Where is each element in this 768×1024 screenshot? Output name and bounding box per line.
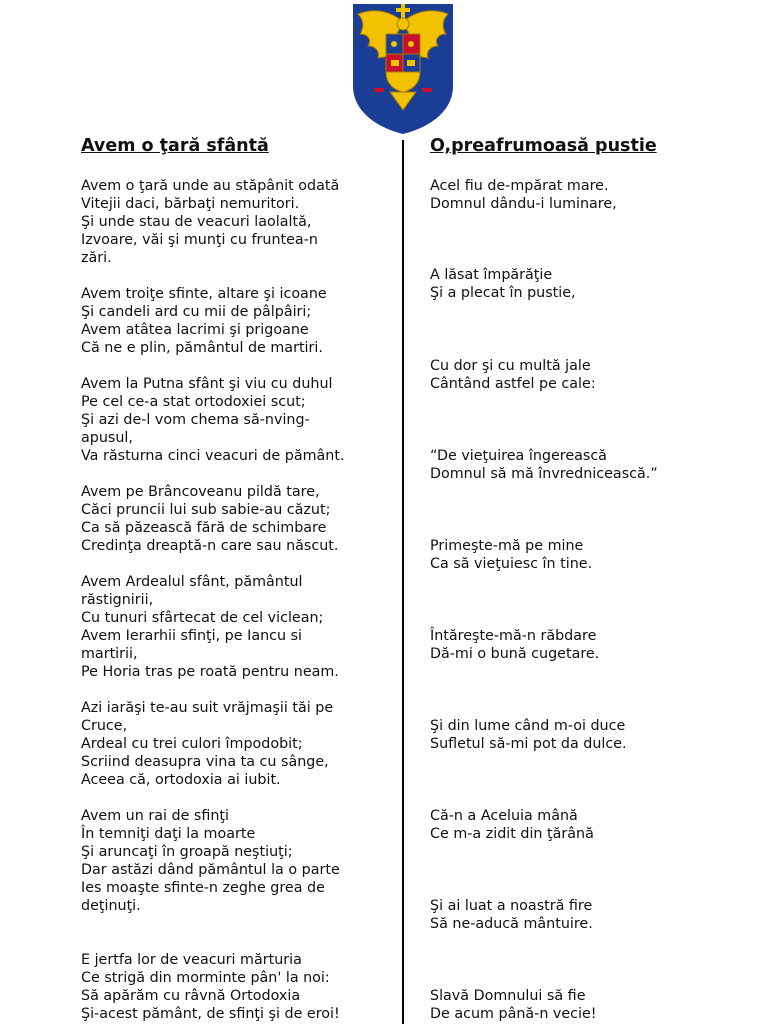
left-stanza (81, 375, 344, 465)
poem-line: Să apărăm cu râvnă Ortodoxia (81, 988, 301, 1004)
poem-line: A lăsat împărăţie (430, 267, 553, 283)
poem-line: Ca să păzească fără de schimbare (81, 520, 327, 536)
poem-line: martirii, (81, 646, 138, 662)
poem-line: Avem la Putna sfânt şi viu cu duhul (81, 376, 333, 392)
left-stanza (81, 573, 339, 681)
poem-line: Cu tunuri sfârtecat de cel viclean; (81, 610, 324, 626)
poem-line: Avem Ardealul sfânt, pământul (81, 574, 303, 590)
coat-of-arms-of-romania-icon (350, 0, 456, 134)
left-stanza (81, 699, 333, 789)
poem-line: Va răsturna cinci veacuri de pământ. (81, 448, 345, 464)
poem-line: E jertfa lor de veacuri mărturia (81, 952, 302, 968)
right-stanza (430, 537, 592, 573)
poem-line: Avem pe Brâncoveanu pildă tare, (81, 484, 320, 500)
poem-line: Şi azi de-l vom chema să-nving- (81, 412, 310, 428)
poem-line: Şi din lume când m-oi duce (430, 718, 626, 734)
poem-line: Cântând astfel pe cale: (430, 376, 596, 392)
poem-line: Dă-mi o bună cugetare. (430, 646, 600, 662)
left-stanza (81, 951, 340, 1023)
poem-line: Cruce, (81, 718, 128, 734)
right-poem (430, 132, 730, 1022)
poem-line: Ies moaşte sfinte-n zeghe grea de (81, 880, 325, 896)
poem-line: Şi candeli ard cu mii de pâlpâiri; (81, 304, 312, 320)
poem-line: Pe Horia tras pe roată pentru neam. (81, 664, 339, 680)
left-stanza (81, 285, 327, 357)
right-poem-title: O,preafrumoasă pustie (430, 136, 657, 156)
poem-line: Avem o ţară unde au stăpânit odată (81, 178, 340, 194)
poem-line: Pe cel ce-a stat ortodoxiei scut; (81, 394, 306, 410)
right-stanza (430, 987, 597, 1023)
poem-line: Domnul dându-i luminare, (430, 196, 617, 212)
poem-line: Şi aruncaţi în groapă neştiuţi; (81, 844, 293, 860)
poem-line: apusul, (81, 430, 133, 446)
left-poem (81, 132, 391, 1022)
poem-line: Sufletul să-mi pot da dulce. (430, 736, 627, 752)
poem-line: Azi iarăşi te-au suit vrăjmaşii tăi pe (81, 700, 334, 716)
left-poem-title: Avem o ţară sfântă (81, 136, 269, 156)
right-stanza (430, 627, 599, 663)
poem-line: În temniţi daţi la moarte (81, 826, 256, 842)
right-stanza (430, 807, 594, 843)
poem-line: Şi unde stau de veacuri laolaltă, (81, 214, 312, 230)
right-stanza (430, 177, 617, 213)
poem-line: deţinuţi. (81, 898, 141, 914)
left-stanza (81, 483, 338, 555)
poem-line: Slavă Domnului să fie (430, 988, 586, 1004)
poem-line: Ce strigă din morminte pân' la noi: (81, 970, 330, 986)
poem-line: Avem un rai de sfinţi (81, 808, 230, 824)
poem-line: Întăreşte-mă-n răbdare (430, 628, 597, 644)
poem-line: Primeşte-mă pe mine (430, 538, 584, 554)
poem-line: Aceea că, ortodoxia ai iubit. (81, 772, 281, 788)
poem-line: Că-n a Aceluia mână (430, 808, 578, 824)
poem-line: “De vieţuirea îngerească (430, 448, 607, 464)
poem-line: Căci pruncii lui sub sabie-au căzut; (81, 502, 331, 518)
poem-line: Şi ai luat a noastră fire (430, 898, 593, 914)
poem-line: Izvoare, văi şi munţi cu fruntea-n (81, 232, 318, 248)
poem-line: Avem atâtea lacrimi şi prigoane (81, 322, 309, 338)
poem-line: Ardeal cu trei culori împodobit; (81, 736, 303, 752)
left-stanza (81, 807, 340, 915)
column-divider (402, 140, 404, 1024)
right-stanza (430, 897, 593, 933)
poem-line: Ce m-a zidit din ţărână (430, 826, 594, 842)
right-stanza (430, 357, 596, 393)
poem-line: De acum până-n vecie! (430, 1006, 597, 1022)
poem-line: Că ne e plin, pământul de martiri. (81, 340, 323, 356)
right-stanza (430, 447, 658, 483)
poem-line: Şi-acest pământ, de sfinţi şi de eroi! (81, 1006, 340, 1022)
poem-line: răstignirii, (81, 592, 154, 608)
poem-line: Avem troiţe sfinte, altare şi icoane (81, 286, 327, 302)
poem-line: Ca să vieţuiesc în tine. (430, 556, 593, 572)
poem-line: Credinţa dreaptă-n care sau născut. (81, 538, 339, 554)
poem-line: Avem Ierarhii sfinţi, pe Iancu si (81, 628, 303, 644)
right-stanza (430, 717, 627, 753)
poem-line: Cu dor şi cu multă jale (430, 358, 591, 374)
poem-line: Dar astăzi dând pământul la o parte (81, 862, 340, 878)
poem-line: Să ne-aducă mântuire. (430, 916, 593, 932)
poem-line: Domnul să mă învrednicească.” (430, 466, 658, 482)
poem-line: Acel fiu de-mpărat mare. (430, 178, 609, 194)
right-stanza (430, 266, 576, 302)
poem-line: Scriind deasupra vina ta cu sânge, (81, 754, 329, 770)
left-stanza (81, 177, 339, 267)
poem-line: zări. (81, 250, 112, 266)
poem-line: Şi a plecat în pustie, (430, 285, 576, 301)
poem-line: Vitejii daci, bărbaţi nemuritori. (81, 196, 300, 212)
